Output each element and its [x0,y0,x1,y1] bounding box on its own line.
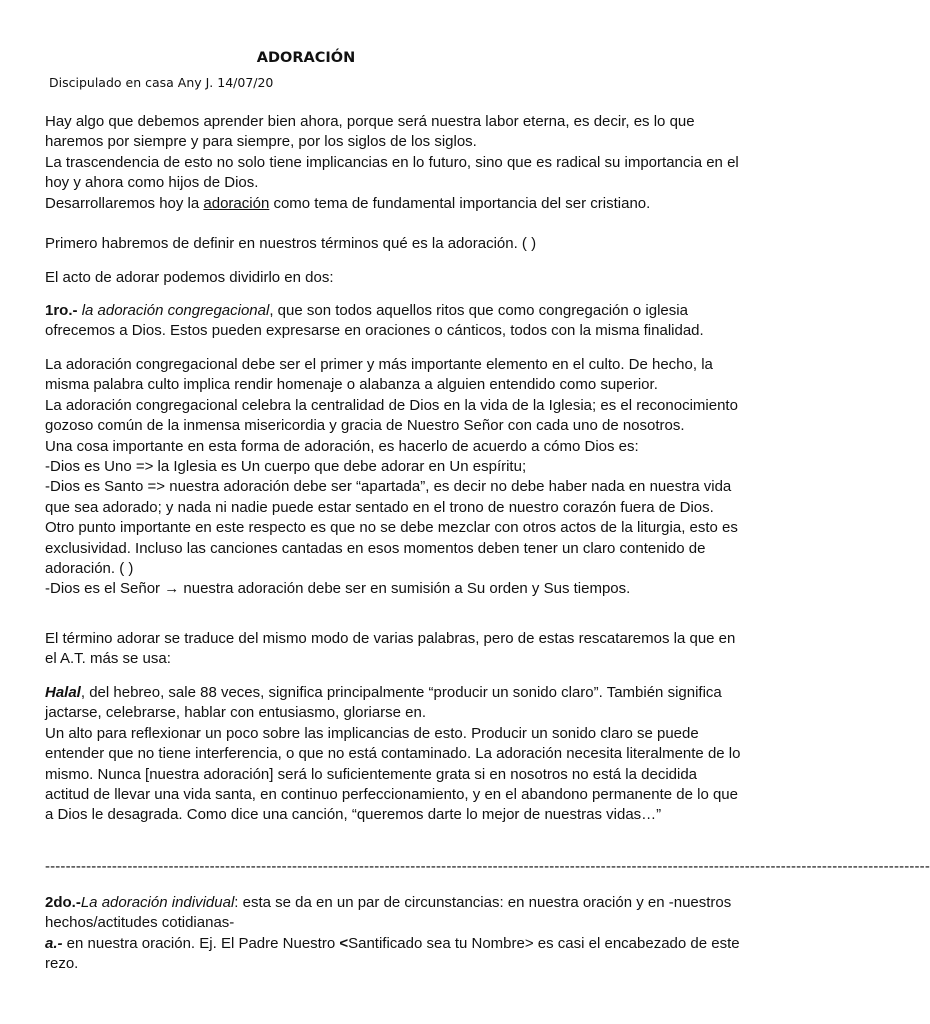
list-item-uno: -Dios es Uno => la Iglesia es Un cuerpo que debe adorar en Un espíritu; [45,458,527,476]
first-type-paragraph [45,301,745,342]
congregational-paragraph-1: La adoración congregacional debe ser el primer y más importante elemento en el culto. De hecho, la misma palabra culto implica rendir homenaje o alabanza a alguien entendido como superior. [45,356,713,394]
first-text: , que son todos aquellos ritos que como congregación o iglesia ofrecemos a Dios. Estos pueden expresarse en oraciones o cánticos, todos con la misma finalidad. [45,302,704,340]
halal-paragraph [45,683,745,724]
second-label: 2do.- [45,894,81,911]
halal-word: Halal [45,684,81,701]
intro-text-after: como tema de fundamental importancia del ser cristiano. [269,194,651,212]
halal-section [45,683,745,826]
intro-paragraph-2: La trascendencia de esto no solo tiene implicancias en lo futuro, sino que es radical su importancia en el hoy y ahora como hijos de Dios. [45,153,739,192]
list-item-santo: -Dios es Santo => nuestra adoración debe ser “apartada”, es decir no debe haber nada en nuestra vida que sea adorado; y nada ni nadie puede estar sentado en el trono de nuestro corazón fuera de Dios. Otro punto importante en este respecto es que no se debe mezclar con otros actos de la liturgia, esto es exclusividad. Incluso las canciones cantadas en esos momentos deben tener un claro contenido de adoración. ( ) [45,478,738,578]
intro-section [45,112,745,214]
second-type-paragraph [45,893,745,934]
section-divider: ---------------------------------------------------------------------------------------------------------------------------------------------------------------------------- [45,858,930,875]
term-intro-paragraph: El término adorar se traduce del mismo modo de varias palabras, pero de estas rescataremos la que en el A.T. más se usa: [45,630,736,668]
second-sub-item-a [45,934,745,975]
first-term: la adoración congregacional [81,302,270,319]
list-item-senor: -Dios es el Señor → nuestra adoración debe ser en sumisión a Su orden y Sus tiempos. [45,580,631,598]
division-paragraph: El acto de adorar podemos dividirlo en dos: [45,269,334,286]
sub-item-a-label: a.- [45,934,63,952]
underlined-term: adoración [203,194,270,212]
congregational-paragraph-2: La adoración congregacional celebra la centralidad de Dios en la vida de la Iglesia; es el reconocimiento gozoso común de la inmensa misericordia y gracia de Nuestro Señor con cada uno de nosotros. [45,396,738,435]
sub-item-a-bold: < [339,934,349,952]
congregational-paragraph-3: Una cosa importante en esta forma de adoración, es hacerlo de acuerdo a cómo Dios es: [45,437,639,455]
intro-paragraph-1: Hay algo que debemos aprender bien ahora, porque será nuestra labor eterna, es decir, es lo que haremos por siempre y para siempre, por los siglos de los siglos. [45,113,695,151]
document-meta: Discipulado en casa Any J. 14/07/20 [49,75,274,90]
intro-text-before: Desarrollaremos hoy la [45,194,204,212]
intro-paragraph-3 [45,194,745,214]
congregational-section [45,355,745,600]
document-title: ADORACIÓN [256,50,356,66]
first-label: 1ro.- [45,302,78,319]
sub-item-a-text-2: Santificado sea tu Nombre> es casi el encabezado de este rezo. [45,934,740,973]
second-term: La adoración individual [80,894,235,911]
halal-text: , del hebreo, sale 88 veces, significa principalmente “producir un sonido claro”. También significa jactarse, celebrarse, hablar con entusiasmo, gloriarse en. [45,684,722,722]
definition-paragraph: Primero habremos de definir en nuestros términos qué es la adoración. ( ) [45,235,537,252]
halal-reflection: Un alto para reflexionar un poco sobre las implicancias de esto. Producir un sonido claro se puede entender que no tiene interferencia, o que no está contaminado. La adoración necesita literalmente de lo mismo. Nunca [nuestra adoración] será lo suficientemente grata si en nosotros no está la decidida actitud de llevar una vida santa, en continuo perfeccionamiento, y en el abandono permanente de lo que a Dios le desagrada. Como dice una canción, “queremos darte lo mejor de nuestras vidas…” [45,724,741,824]
sub-item-a-text-1: en nuestra oración. Ej. El Padre Nuestro [62,934,340,952]
second-text: : esta se da en un par de circunstancias: en nuestra oración y en -nuestros hechos/actitudes cotidianas- [45,894,732,932]
second-type-section [45,893,745,975]
